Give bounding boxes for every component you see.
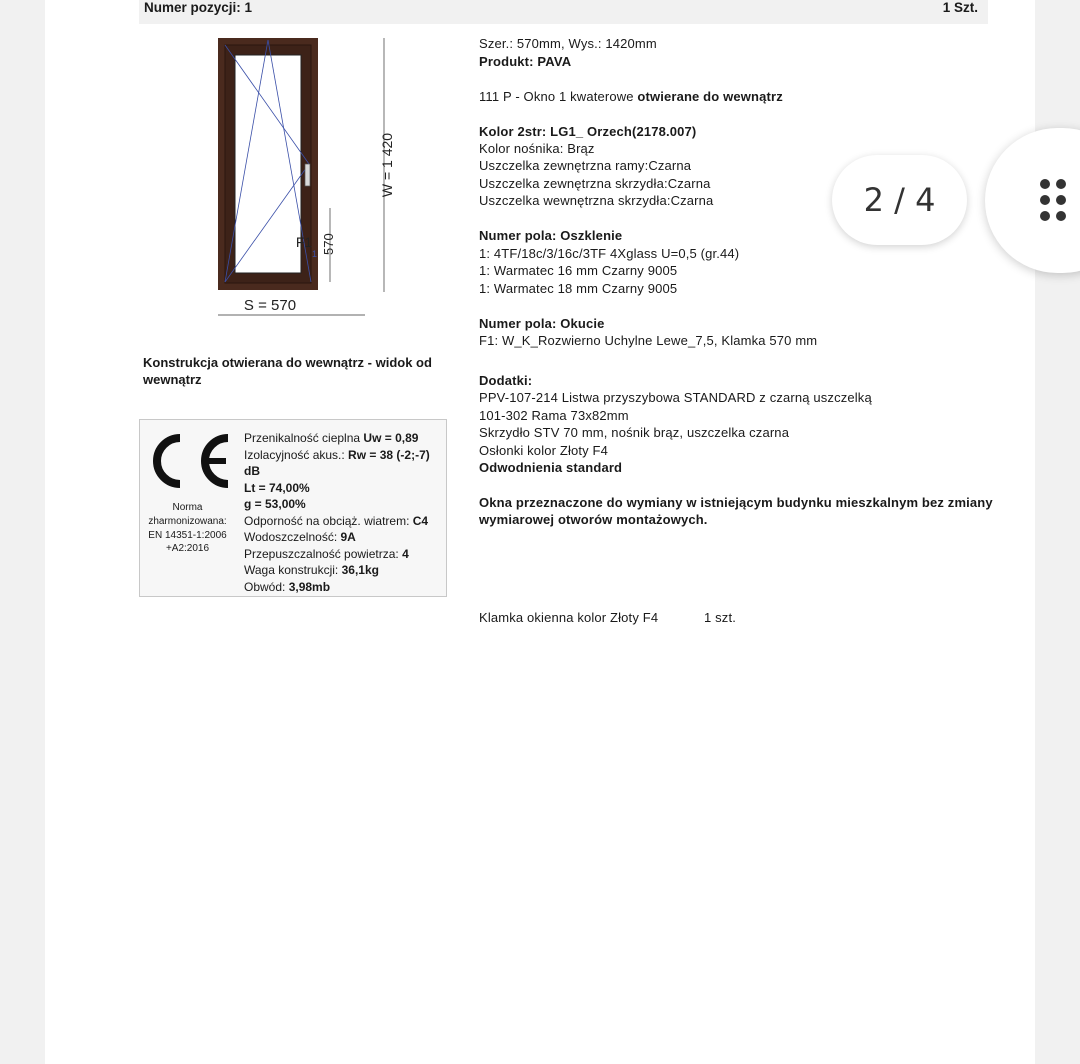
color-line: Uszczelka wewnętrzna skrzydła:Czarna	[479, 193, 714, 208]
color-line: Kolor nośnika: Brąz	[479, 141, 595, 156]
sash-number: 1	[312, 249, 318, 259]
window-glass	[235, 55, 301, 273]
position-quantity: 1 Szt.	[942, 0, 978, 15]
fittings-title: Numer pola: Okucie	[479, 316, 605, 331]
drainage-line: Odwodnienia standard	[479, 460, 623, 475]
extras-line: 101-302 Rama 73x82mm	[479, 408, 629, 423]
ce-spec-box	[139, 419, 447, 597]
product-line: Produkt: PAVA	[479, 54, 572, 69]
spec-line: Obwód: 3,98mb	[244, 579, 331, 594]
window-handle-icon	[305, 164, 310, 186]
color-line: Uszczelka zewnętrzna skrzydła:Czarna	[479, 176, 711, 191]
glazing-line: 1: Warmatec 18 mm Czarny 9005	[479, 281, 678, 296]
page-indicator: 2 / 4	[832, 155, 967, 245]
width-label: S = 570	[243, 297, 297, 314]
note-line: Okna przeznaczone do wymiany w istniejącym budynku mieszkalnym bez zmiany	[479, 495, 993, 510]
ce-column	[140, 420, 235, 596]
ce-mark-icon	[144, 432, 232, 490]
spec-list	[244, 430, 430, 595]
fittings-line: F1: W_K_Rozwierno Uchylne Lewe_7,5, Klamka 570 mm	[479, 333, 818, 348]
position-number: Numer pozycji: 1	[144, 0, 253, 15]
spec-line: Lt = 74,00%	[244, 480, 310, 495]
glazing-line: 1: 4TF/18c/3/16c/3TF 4Xglass U=0,5 (gr.44)	[479, 246, 740, 261]
sash-label: F1	[295, 234, 313, 250]
glazing-line: 1: Warmatec 16 mm Czarny 9005	[479, 263, 678, 278]
spec-line: dB	[244, 464, 260, 478]
color-line: Uszczelka zewnętrzna ramy:Czarna	[479, 158, 692, 173]
spec-line: Przepuszczalność powietrza: 4	[244, 546, 409, 561]
color-title: Kolor 2str: LG1_ Orzech(2178.007)	[479, 124, 697, 139]
spec-line: g = 53,00%	[244, 497, 306, 511]
extras-line: Osłonki kolor Złoty F4	[479, 443, 609, 458]
spec-line: Waga konstrukcji: 36,1kg	[244, 563, 379, 577]
handle-quantity: 1 szt.	[704, 610, 736, 625]
spec-line: Przenikalność cieplna Uw = 0,89	[244, 431, 419, 445]
glazing-title: Numer pola: Oszklenie	[479, 228, 623, 243]
grid-dots-icon	[1039, 178, 1073, 222]
extras-title: Dodatki:	[479, 373, 533, 388]
note-line: wymiarowej otworów montażowych.	[479, 512, 708, 527]
norma-text: Norma zharmonizowana: EN 14351-1:2006 +A2:2016	[148, 502, 227, 555]
spec-line: Izolacyjność akus.: Rw = 38 (-2;-7)	[244, 447, 430, 462]
window-drawing	[215, 30, 400, 320]
type-line: 111 P - Okno 1 kwaterowe otwierane do wewnątrz	[479, 89, 783, 104]
sash-width-label: 570	[321, 233, 336, 255]
extras-line: PPV-107-214 Listwa przyszybowa STANDARD z czarną uszczelką	[479, 390, 872, 405]
spec-line: Odporność na obciąż. wiatrem: C4	[244, 513, 429, 528]
spec-line: Wodoszczelność: 9A	[244, 530, 356, 544]
handle-item: Klamka okienna kolor Złoty F4	[479, 610, 659, 625]
extras-line: Skrzydło STV 70 mm, nośnik brąz, uszczelka czarna	[479, 425, 790, 440]
height-label: W = 1 420	[379, 132, 395, 198]
construction-caption: Konstrukcja otwierana do wewnątrz - widok od wewnątrz	[143, 355, 432, 387]
size-line: Szer.: 570mm, Wys.: 1420mm	[479, 36, 657, 51]
position-header	[139, 0, 988, 24]
